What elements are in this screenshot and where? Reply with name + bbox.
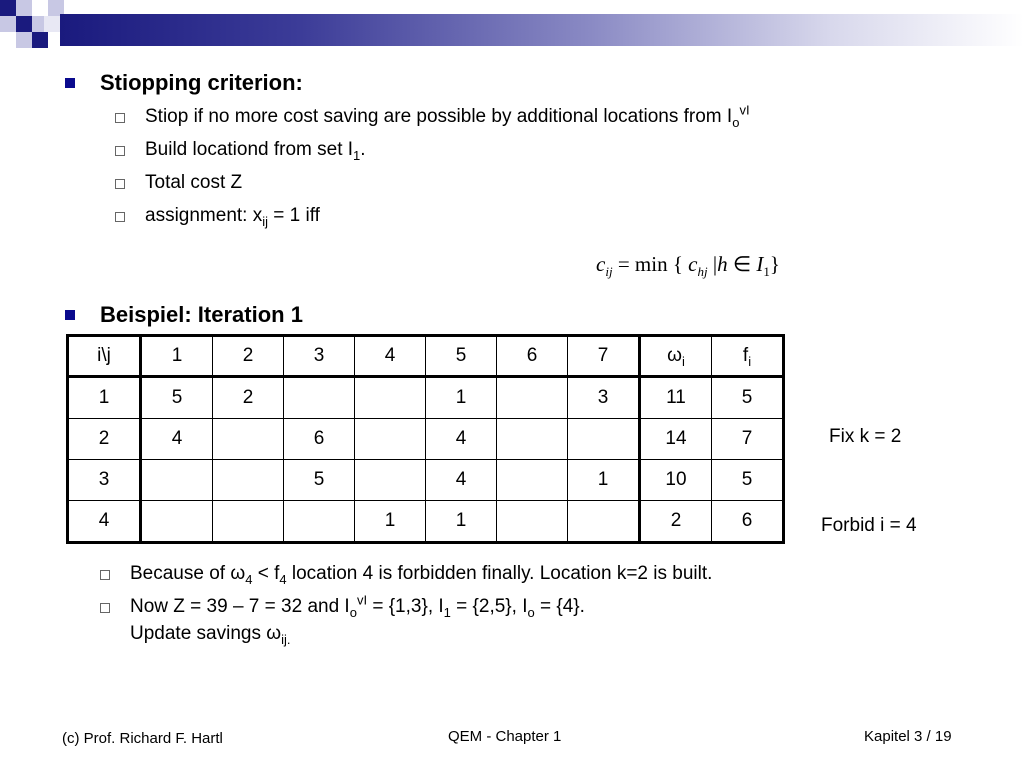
hollow-square-icon: [115, 212, 125, 222]
hollow-square-icon: [115, 179, 125, 189]
sub-item-stop: Stiop if no more cost saving are possible by additional locations from $I_o^{vI}$: [145, 106, 750, 128]
table-cell: [497, 460, 568, 501]
bullet-stopping-criterion: Stiopping criterion:: [100, 70, 303, 96]
table-row: [68, 460, 784, 501]
table-header-cell: i\j: [68, 336, 141, 377]
table-cell: [497, 377, 568, 419]
sub-item-update-savings: Update savings $\omega_{ij.}$: [130, 623, 291, 647]
table-cell: 1: [355, 501, 426, 543]
header-decoration: [0, 0, 1024, 48]
table-cell: 2: [640, 501, 712, 543]
table-cell: [355, 419, 426, 460]
table-cell: [568, 501, 640, 543]
table-row: [68, 419, 784, 460]
sub-item-because: Because of $\omega_4 < f_4$ location 4 is forbidden finally. Location k=2 is built.: [130, 563, 712, 585]
table-row: [68, 501, 784, 543]
footer-chapter: QEM - Chapter 1: [448, 728, 562, 745]
bullet-square-icon: [65, 310, 75, 320]
table-cell: 4: [426, 460, 497, 501]
table-cell: 11: [640, 377, 712, 419]
table-cell: 3: [568, 377, 640, 419]
table-header-row: [68, 336, 784, 377]
table-cell: 1: [426, 377, 497, 419]
hollow-square-icon: [100, 603, 110, 613]
table-header-cell: 2: [213, 336, 284, 377]
table-cell: [497, 501, 568, 543]
table-cell: [568, 419, 640, 460]
table-cell: 3: [68, 460, 141, 501]
table-header-cell: 7: [568, 336, 640, 377]
table-cell: 10: [640, 460, 712, 501]
table-cell: 4: [141, 419, 213, 460]
table-cell: 7: [712, 419, 784, 460]
table-header-cell: 6: [497, 336, 568, 377]
table-row: [68, 377, 784, 419]
assignment-formula: $c_{ij} = \min$ { $c_{hj}$ |h ∈ $I_1$}: [596, 252, 780, 280]
footer-page-number: Kapitel 3 / 19: [864, 728, 952, 745]
sub-item-assignment: assignment: $x_{ij} = 1$ iff: [145, 205, 320, 227]
iteration-table: [66, 334, 785, 544]
bullet-beispiel: Beispiel: Iteration 1: [100, 302, 303, 328]
table-cell: 2: [213, 377, 284, 419]
table-cell: 5: [712, 460, 784, 501]
table-cell: [355, 460, 426, 501]
bullet-square-icon: [65, 78, 75, 88]
table-header-cell-f: $f_i$: [712, 336, 784, 377]
table-cell: [141, 501, 213, 543]
table-cell: [213, 501, 284, 543]
hollow-square-icon: [115, 113, 125, 123]
table-cell: 1: [568, 460, 640, 501]
table-cell: 2: [68, 419, 141, 460]
forbid-i-note: Forbid i = 4: [821, 515, 917, 536]
table-cell: [355, 377, 426, 419]
table-cell: 4: [68, 501, 141, 543]
table-cell: [213, 460, 284, 501]
table-header-cell: 1: [141, 336, 213, 377]
table-cell: 1: [426, 501, 497, 543]
footer-author: (c) Prof. Richard F. Hartl: [62, 730, 223, 747]
table-cell: 5: [284, 460, 355, 501]
hollow-square-icon: [115, 146, 125, 156]
table-cell: [141, 460, 213, 501]
table-cell: 6: [284, 419, 355, 460]
table-header-cell: 3: [284, 336, 355, 377]
sub-item-build: Build locationd from set $I_1$.: [145, 139, 366, 161]
fix-k-note: Fix k = 2: [829, 426, 902, 447]
table-cell: [213, 419, 284, 460]
sub-item-total-cost: Total cost Z: [145, 172, 242, 194]
table-cell: 14: [640, 419, 712, 460]
table-cell: 6: [712, 501, 784, 543]
table-cell: [284, 377, 355, 419]
table-cell: [497, 419, 568, 460]
hollow-square-icon: [100, 570, 110, 580]
table-header-cell: 5: [426, 336, 497, 377]
table-header-cell: 4: [355, 336, 426, 377]
sub-item-now-z: Now Z = 39 – 7 = 32 and $I_o^{vI} = \{1,3\}$, $I_1 = \{2,5\}$, $I_o = \{4\}$.: [130, 596, 585, 618]
table-cell: 4: [426, 419, 497, 460]
table-cell: 5: [141, 377, 213, 419]
table-cell: 1: [68, 377, 141, 419]
table-header-cell-omega: $\omega_i$: [640, 336, 712, 377]
table-cell: [284, 501, 355, 543]
table-cell: 5: [712, 377, 784, 419]
